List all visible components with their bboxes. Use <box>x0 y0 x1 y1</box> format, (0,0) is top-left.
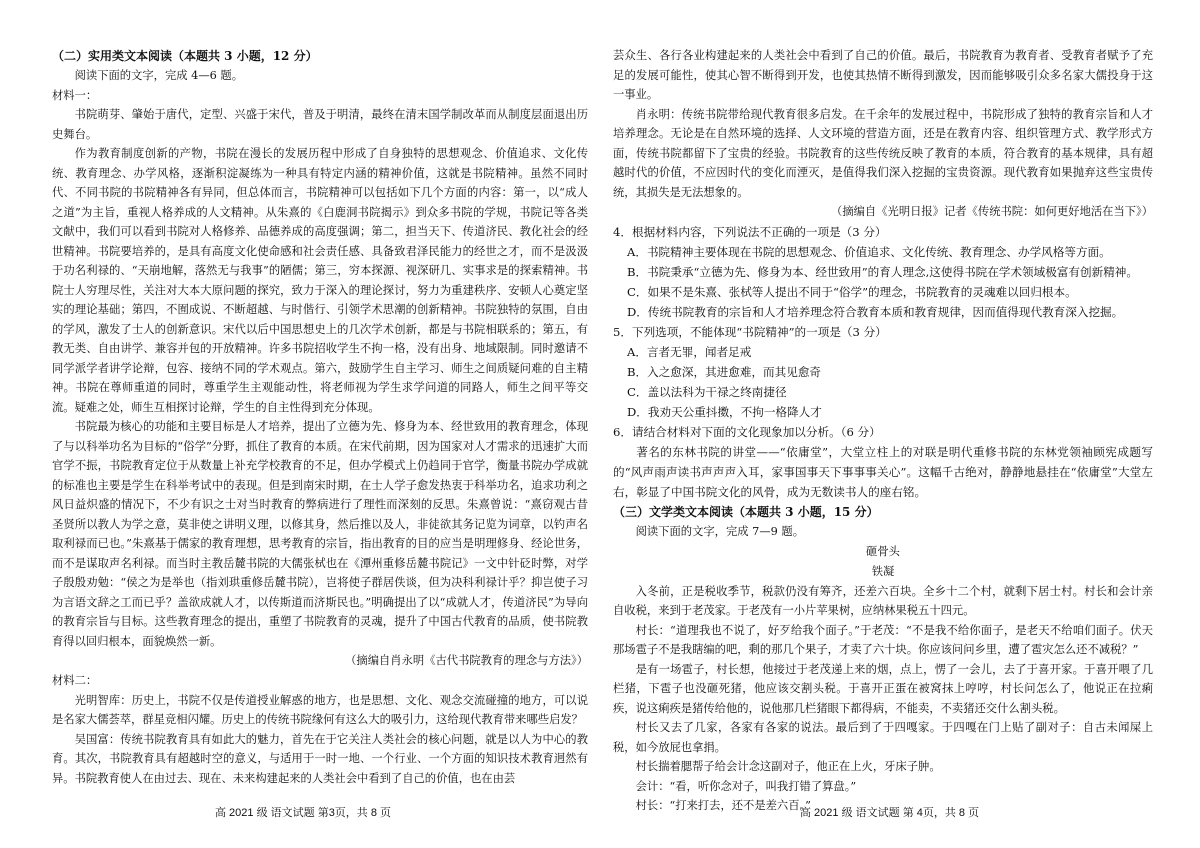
material-one-para-1: 书院萌芽、肇始于唐代，定型、兴盛于宋代，普及于明清，最终在清末国学制改革而从制度层面退出历史舞台。 <box>52 108 588 141</box>
material-two-label: 材料二： <box>52 674 98 687</box>
question-4-option-d: D．传统书院教育的宗旨和人才培养理念符合教育本质和教育规律，因而值得现代教育深入挖掘。 <box>627 305 1124 319</box>
material-one-para-2: 作为教育制度创新的产物，书院在漫长的发展历程中形成了自身独特的思想观念、价值追求、文化传统、教育理念、办学风格，逐渐积淀凝练为一种具有特定内涵的精神价值，这就是书院精神。虽然不同时代、不同书院的书院精神各有异同，但总体而言，书院精神可以包括如下几个方面的内容：第一，以“成人之道”为主旨，重视人格养成的人文精神。从朱熹的《白鹿洞书院揭示》到众多书院的学规，书院记等各类文献中，我们可以看到书院对人格修养、品德养成的高度强调；第二，担当天下、传道济民、教化社会的经世精神。书院要培养的，是具有高度文化使命感和社会责任感、具备致君泽民能力的经世之才，而不是汲汲于功名利禄的、“天崩地解，落然无与我事”的陋儒；第三，穷本探源、视深研几、实事求是的探索精神。书院士人穷理尽性，关注对大本大原问题的探究，致力于深入的理论探讨，努力为重建秩序、安顿人心奠定坚实的理论基础；第四，不囿成说、不断超越、与时偕行、引领学术思潮的创新精神。书院独特的氛围，自由的学风，激发了士人的创新意识。宋代以后中国思想史上的几次学术创新，都是与书院相联系的；第五，有教无类、自由讲学、兼容并包的开放精神。许多书院招收学生不拘一格，没有出身、地域限制。同时邀请不同学派学者讲学论辩，包容、接纳不同的学术观点。第六，鼓励学生自主学习、师生之间质疑问难的自主精神。书院在尊师重道的同时，尊重学生主观能动性，将老师视为学生求学问道的同路人，师生之间平等交流。疑难之处，师生互相探讨论辩，学生的自主性得到充分体现。 <box>52 147 588 414</box>
story-para-1: 入冬前，正是税收季节，税款仍没有筹齐，还差六百块。全乡十二个村，就剩下居士村。村长和会计亲自收税，来到于老茂家。于老茂有一小片苹果树，应纳林果税五十四元。 <box>613 584 1153 617</box>
story-title: 砸骨头 <box>866 544 900 558</box>
question-4-option-a: A．书院精神主要体现在书院的思想观念、价值追求、文化传统、教育理念、办学风格等方面。 <box>627 245 1111 259</box>
section-title-literary: （三）文学类文本阅读（本题共 3 小题，15 分） <box>613 505 879 519</box>
material-two-source: （摘编自《光明日报》记者《传统书院：如何更好地活在当下》） <box>831 205 1153 218</box>
material-two-continued: 芸众生、各行各业构建起来的人类社会中看到了自己的价值。最后，书院教育为教育者、受教育者赋予了充足的发展可能性，使其心智不断得到开发，也使其热情不断得到激发，因而能够吸引众多名家大儒投身于这一事业。 <box>613 49 1153 101</box>
page-footer-left: 高 2021 级 语文试题 第3页，共 8 页 <box>215 807 392 819</box>
section-title-practical: （二）实用类文本阅读（本题共 3 小题，12 分） <box>52 49 318 63</box>
question-4-option-b: B．书院秉承“立德为先、修身为本、经世致用”的育人理念,这使得书院在学术领域极富有创新精神。 <box>627 265 1138 279</box>
question-4-option-c: C．如果不是朱熹、张栻等人提出不同于“俗学”的理念，书院教育的灵魂难以回归根本。 <box>627 285 1077 299</box>
instruction-3: 阅读下面的文字，完成 7—9 题。 <box>635 525 805 538</box>
material-one-source: （摘编自肖永明《古代书院教育的理念与方法》） <box>345 654 588 667</box>
question-5: 5．下列选项，不能体现“书院精神”的一项是（3 分） <box>613 325 887 339</box>
question-5-option-c: C．盖以法科为干禄之终南捷径 <box>627 385 787 399</box>
question-6: 6．请结合材料对下面的文化现象加以分析。（6 分） <box>613 425 881 439</box>
story-para-6: 会计：“看，听你念对子，叫我打错了算盘。” <box>635 779 857 793</box>
question-6-text: 著名的东林书院的讲堂——“依庸堂”，大堂立柱上的对联是明代重修书院的东林党领袖顾宪成题写的“风声雨声读书声声声入耳，家事国事天下事事事关心”。这幅千古绝对，静静地悬挂在“依庸堂”大堂左右，彰显了中国书院文化的风骨，成为无数读书人的座右铭。 <box>613 445 1153 499</box>
instruction: 阅读下面的文字，完成 4—6 题。 <box>74 69 244 82</box>
question-5-option-b: B．入之愈深，其进愈难，而其见愈奇 <box>627 365 822 379</box>
material-one-label: 材料一： <box>52 88 98 102</box>
story-author: 铁凝 <box>871 564 895 578</box>
right-column <box>613 46 1153 816</box>
material-two-para-1: 光明智库：历史上，书院不仅是传道授业解惑的地方，也是思想、文化、观念交流碰撞的地方，可以说是名家大儒荟萃，群星竞相闪耀。历史上的传统书院缘何有这么大的吸引力，这给现代教育带来哪些启发？ <box>52 693 588 726</box>
question-5-option-a: A．言者无罪，闻者足戒 <box>627 345 752 359</box>
story-para-7: 村长：“打来打去，还不是差六百。” <box>635 799 811 812</box>
story-para-2: 村长：“道理我也不说了，好歹给我个面子。”于老茂：“不是我不给你面子，是老天不给咱们面子。伏天那场雹子不是我瞎编的吧，剩的那几个果子，才卖了六十块。你应该问问乡里，遭了雹灾怎么还不减税？” <box>613 623 1153 656</box>
left-column <box>52 46 588 788</box>
material-two-xiao-para: 肖永明：传统书院带给现代教育很多启发。在千余年的发展过程中，书院形成了独特的教育宗旨和人才培养理念。无论是在自然环境的选择、人文环境的营造方面，还是在教育内容、组织管理方式、教学形式方面，传统书院都留下了宝贵的经验。书院教育的这些传统反映了教育的本质，符合教育的基本规律，具有超越时代的价值，不应因时代的变化而湮灭，是值得我们深入挖掘的宝贵资源。现代教育如果抛弃这些宝贵传统，其损失是无法想象的。 <box>613 107 1153 199</box>
story-para-5: 村长揣着腮帮子给会计念这副对子，他正在上火，牙床子肿。 <box>635 760 941 773</box>
material-one-para-3: 书院最为核心的功能和主要目标是人才培养，提出了立德为先、修身为本、经世致用的教育理念，体现了与以科举功名为目标的“俗学”分野，抓住了教育的本质。在宋代前期，因为国家对人才需求的迅速扩大而官学不振，书院教育定位于从数量上补充学校教育的不足，但办学模式上仍趋同于官学，衡量书院办学成就的标准也主要是学生在科举考试中的表现。但是到南宋时期，在士人学子愈发热衷于科举功名，追求功利之风日益炽盛的情况下，不少有识之士对当时教育的弊病进行了理性而深刻的反思。朱熹曾说：“熹窃观古昔圣贤所以教人为学之意，莫非使之讲明义理，以修其身，然后推以及人，非徒欲其务记览为词章，以钓声名取利禄而已也。”朱熹基于儒家的教育理想，思考教育的宗旨，指出教育的目的应当是明理修身、经论世务，而不是谋取声名利禄。而当时主教岳麓书院的大儒张栻也在《潭州重修岳麓书院记》一文中针砭时弊，对学子殷殷劝勉：“侯之为是举也（指刘珙重修岳麓书院），岂将使子群居佚谈，但为决科利禄计乎？抑岂使子习为言语文辞之工而已乎？盖欲成就人才，以传斯道而济斯民也。”明确提出了以“成就人才，传道济民”为导向的教育宗旨与目标。这些教育理念的提出，重塑了书院教育的灵魂，提升了中国古代教育的品质，使书院教育得以回归根本，面貌焕然一新。 <box>52 420 588 648</box>
question-4: 4．根据材料内容，下列说法不正确的一项是（3 分） <box>613 225 887 239</box>
story-para-3: 是有一场雹子，村长想，他接过于老茂递上来的烟，点上，愣了一会儿，去了于喜开家。于喜开喂了几栏猪，下雹子也没砸死猪，他应该交割头税。于喜开正蛋在被窝抹上哼哼，村长问怎么了，他说正在拉痢疾，说这痢疾是猪传给他的，说他那几栏猪眼下都得病，不能卖，不卖猪还交什么割头税。 <box>613 662 1153 715</box>
page-footer-right: 高 2021 级 语文试题 第 4页，共 8 页 <box>800 807 980 819</box>
story-para-4: 村长又去了几家，各家有各家的说法。最后到了于四嘎家。于四嘎在门上贴了副对子：自古未闻屎上税，如今放屁也拿捐。 <box>613 721 1153 754</box>
question-5-option-d: D．我劝天公重抖擞，不拘一格降人才 <box>627 405 822 419</box>
material-two-para-2: 吴国富：传统书院教育具有如此大的魅力，首先在于它关注人类社会的核心问题，就是以人为中心的教育。其次，书院教育具有超越时空的意义，与适用于一时一地、一个行业、一个方面的知识技术教育迥然有异。书院教育使人在由过去、现在、未来构建起来的人类社会中看到了自己的价值，也在由芸 <box>52 732 588 785</box>
